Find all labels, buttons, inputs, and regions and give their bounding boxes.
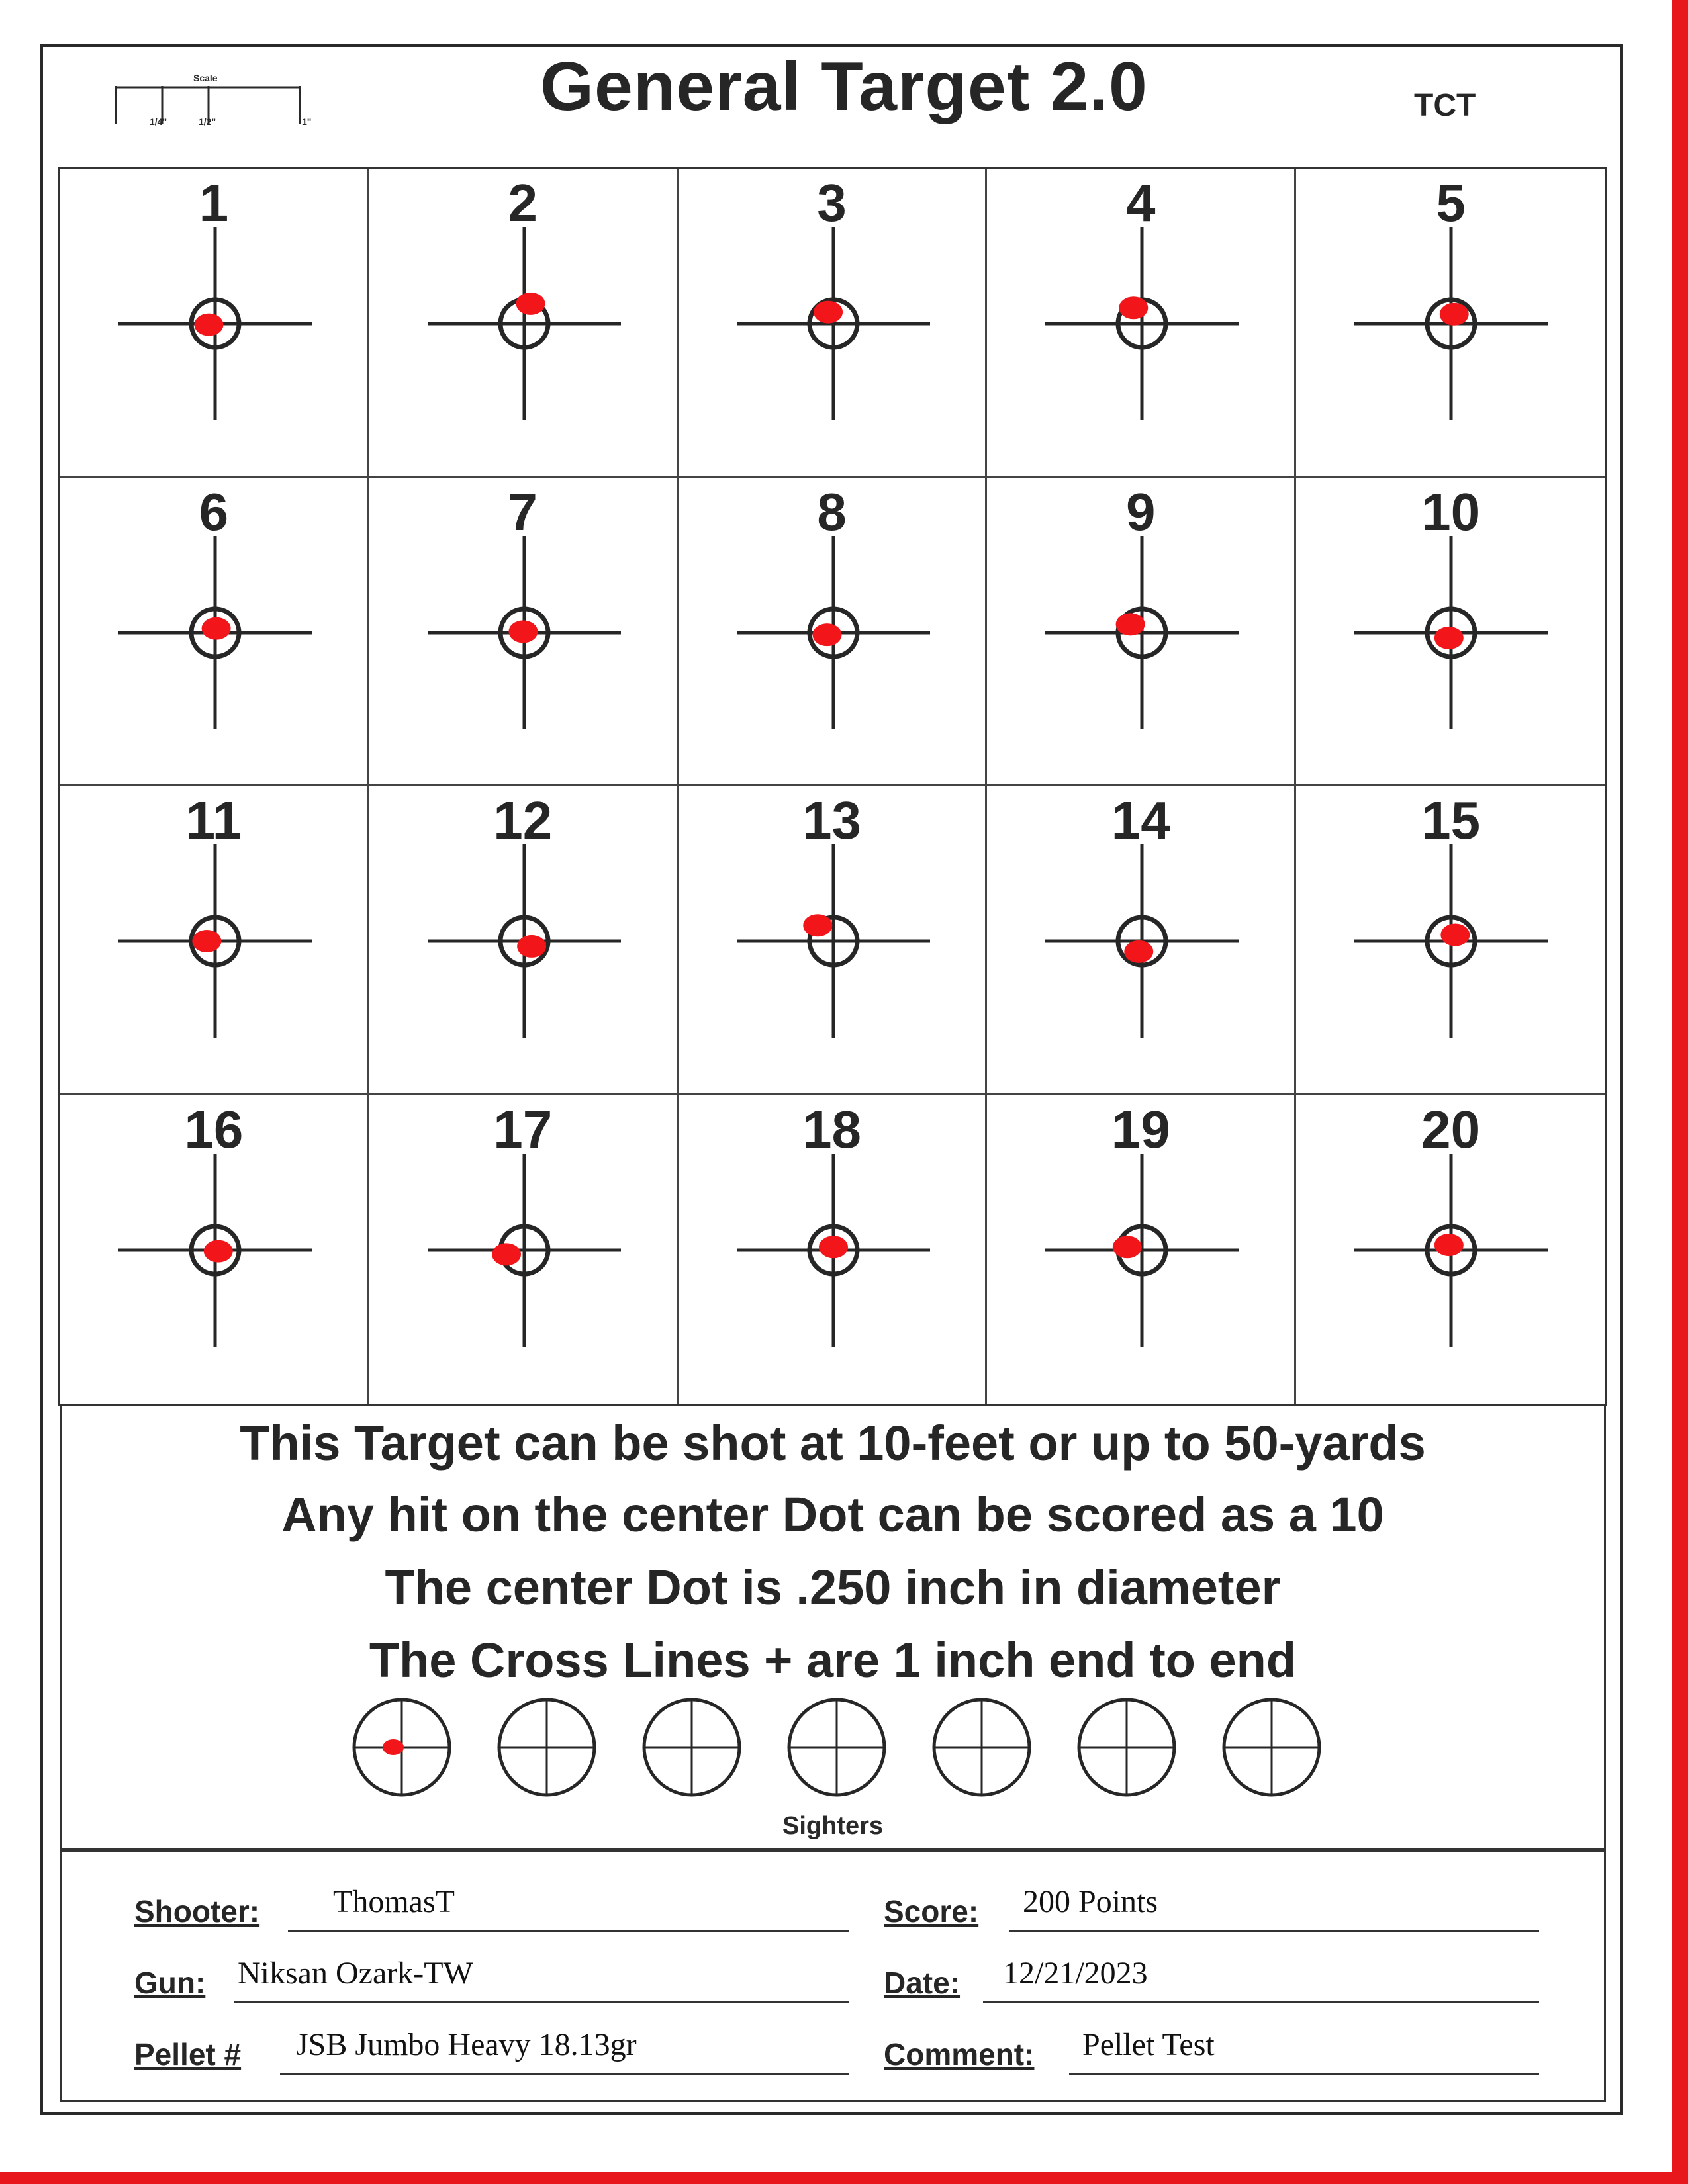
gun-value: Niksan Ozark-TW bbox=[238, 1956, 473, 1991]
target-number: 14 bbox=[1111, 791, 1170, 850]
pellet-hit bbox=[1441, 923, 1470, 946]
crosshair-target bbox=[60, 1095, 369, 1404]
sighter-row bbox=[62, 1697, 1604, 1829]
pellet-hit bbox=[812, 623, 841, 646]
date-underline bbox=[983, 2001, 1539, 2003]
target-number: 7 bbox=[508, 482, 538, 541]
pellet-value: JSB Jumbo Heavy 18.13gr bbox=[296, 2027, 637, 2062]
target-cell bbox=[60, 1095, 369, 1404]
crosshair-target bbox=[1296, 169, 1605, 478]
gun-label: Gun: bbox=[134, 1966, 206, 2000]
score-value: 200 Points bbox=[1023, 1884, 1158, 1919]
gun-field[interactable] bbox=[134, 1950, 849, 2003]
crosshair-target bbox=[60, 786, 369, 1095]
comment-value: Pellet Test bbox=[1082, 2027, 1215, 2062]
target-number: 5 bbox=[1436, 173, 1466, 232]
target-cell bbox=[60, 478, 369, 787]
target-cell bbox=[60, 786, 369, 1095]
target-cell bbox=[679, 1095, 988, 1404]
red-border-right bbox=[1672, 0, 1688, 2184]
pellet-hit bbox=[517, 935, 546, 958]
pellet-hit bbox=[192, 930, 221, 952]
target-cell bbox=[679, 169, 988, 478]
crosshair-target bbox=[1296, 478, 1605, 787]
crosshair-target bbox=[987, 1095, 1296, 1404]
crosshair-target bbox=[987, 169, 1296, 478]
target-cell bbox=[369, 169, 679, 478]
rules-panel bbox=[60, 1406, 1606, 1850]
crosshair-target bbox=[369, 169, 679, 478]
target-number: 10 bbox=[1421, 482, 1481, 541]
pellet-hit bbox=[1434, 1234, 1464, 1256]
target-cell bbox=[369, 786, 679, 1095]
comment-field[interactable] bbox=[884, 2022, 1539, 2075]
target-number: 20 bbox=[1421, 1099, 1481, 1159]
scale-mark-inch: 1" bbox=[302, 116, 312, 127]
target-number: 12 bbox=[493, 791, 553, 850]
target-number: 18 bbox=[802, 1099, 861, 1159]
date-field[interactable] bbox=[884, 1950, 1539, 2003]
rule-line-2: Any hit on the center Dot can be scored as a 10 bbox=[281, 1487, 1384, 1542]
score-field[interactable] bbox=[884, 1879, 1539, 1932]
pellet-hit bbox=[819, 1236, 848, 1258]
red-border-bottom bbox=[0, 2172, 1688, 2184]
crosshair-target bbox=[1296, 1095, 1605, 1404]
target-number: 17 bbox=[493, 1099, 553, 1159]
crosshair-target bbox=[679, 1095, 988, 1404]
target-cell bbox=[679, 786, 988, 1095]
pellet-underline bbox=[280, 2073, 849, 2075]
crosshair-target bbox=[679, 169, 988, 478]
pellet-hit bbox=[814, 301, 843, 324]
pellet-hit bbox=[1440, 303, 1469, 326]
pellet-hit bbox=[803, 914, 832, 936]
target-grid bbox=[58, 167, 1607, 1406]
crosshair-target bbox=[679, 786, 988, 1095]
crosshair-target bbox=[1296, 786, 1605, 1095]
rule-line-4: The Cross Lines + are 1 inch end to end bbox=[369, 1633, 1297, 1688]
pellet-hit bbox=[1125, 940, 1154, 963]
shooter-field[interactable] bbox=[134, 1879, 849, 1932]
target-cell bbox=[60, 169, 369, 478]
sighter-hit bbox=[383, 1739, 404, 1755]
crosshair-target bbox=[987, 478, 1296, 787]
target-cell bbox=[987, 1095, 1296, 1404]
score-label: Score: bbox=[884, 1894, 979, 1929]
crosshair-target bbox=[60, 478, 369, 787]
target-cell bbox=[987, 169, 1296, 478]
pellet-hit bbox=[492, 1243, 521, 1265]
shooter-label: Shooter: bbox=[134, 1894, 260, 1929]
target-number: 15 bbox=[1421, 791, 1481, 850]
pellet-hit bbox=[1113, 1236, 1142, 1258]
target-cell bbox=[987, 478, 1296, 787]
target-cell bbox=[1296, 478, 1605, 787]
crosshair-target bbox=[369, 786, 679, 1095]
target-number: 9 bbox=[1126, 482, 1156, 541]
shooter-value: ThomasT bbox=[333, 1884, 455, 1919]
target-cell bbox=[1296, 169, 1605, 478]
scale-mark-half: 1/2" bbox=[199, 116, 216, 127]
pellet-field[interactable] bbox=[134, 2022, 849, 2075]
pellet-hit bbox=[202, 617, 231, 639]
gun-underline bbox=[234, 2001, 849, 2003]
score-underline bbox=[1009, 1930, 1539, 1932]
pellet-hit bbox=[1434, 626, 1464, 649]
crosshair-target bbox=[679, 478, 988, 787]
date-label: Date: bbox=[884, 1966, 961, 2000]
target-number: 6 bbox=[199, 482, 229, 541]
pellet-label: Pellet # bbox=[134, 2037, 242, 2071]
rule-line-3: The center Dot is .250 inch in diameter bbox=[385, 1560, 1281, 1615]
pellet-hit bbox=[508, 620, 538, 643]
target-cell bbox=[369, 1095, 679, 1404]
target-number: 1 bbox=[199, 173, 229, 232]
sighters-label: Sighters bbox=[782, 1812, 884, 1840]
pellet-hit bbox=[1116, 613, 1145, 635]
comment-underline bbox=[1069, 2073, 1539, 2075]
pellet-hit bbox=[194, 314, 223, 336]
target-number: 4 bbox=[1126, 173, 1156, 232]
target-number: 2 bbox=[508, 173, 538, 232]
crosshair-target bbox=[369, 478, 679, 787]
target-number: 8 bbox=[817, 482, 847, 541]
target-cell bbox=[1296, 786, 1605, 1095]
target-number: 11 bbox=[185, 791, 242, 850]
target-number: 19 bbox=[1111, 1099, 1170, 1159]
pellet-hit bbox=[204, 1240, 233, 1262]
rule-line-1: This Target can be shot at 10-feet or up to 50-yards bbox=[240, 1416, 1426, 1471]
crosshair-target bbox=[60, 169, 369, 478]
scale-mark-quarter: 1/4" bbox=[150, 116, 167, 127]
pellet-hit bbox=[516, 293, 545, 315]
target-number: 13 bbox=[802, 791, 861, 850]
target-number: 16 bbox=[184, 1099, 244, 1159]
score-info-panel bbox=[60, 1850, 1606, 2102]
target-cell bbox=[1296, 1095, 1605, 1404]
page-title: General Target 2.0 bbox=[540, 48, 1148, 125]
target-cell bbox=[987, 786, 1296, 1095]
comment-label: Comment: bbox=[884, 2037, 1035, 2071]
crosshair-target bbox=[369, 1095, 679, 1404]
shooter-underline bbox=[288, 1930, 849, 1932]
scale-label: Scale bbox=[193, 73, 218, 83]
target-code: TCT bbox=[1414, 88, 1476, 123]
pellet-hit bbox=[1119, 296, 1149, 319]
target-cell bbox=[679, 478, 988, 787]
target-cell bbox=[369, 478, 679, 787]
date-value: 12/21/2023 bbox=[1003, 1956, 1148, 1991]
crosshair-target bbox=[987, 786, 1296, 1095]
target-number: 3 bbox=[817, 173, 847, 232]
